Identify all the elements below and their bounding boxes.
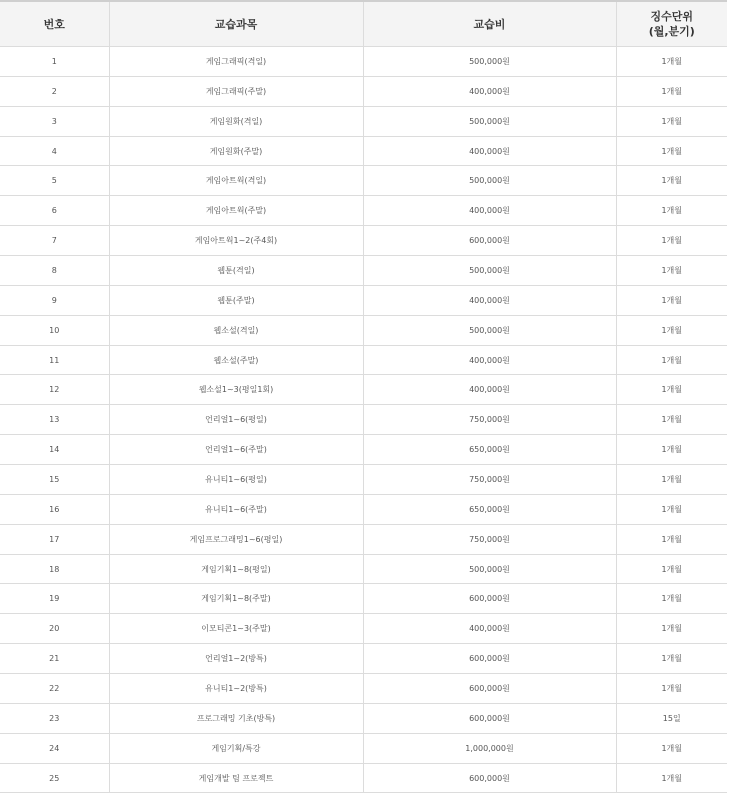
row-course-cell: 프로그래밍 기초(방특) <box>109 703 363 733</box>
row-fee-cell: 500,000원 <box>363 315 616 345</box>
row-fee-cell: 500,000원 <box>363 166 616 196</box>
table-row <box>0 196 727 226</box>
row-unit-cell: 1개월 <box>616 524 727 554</box>
row-course-cell: 언리얼1~2(방특) <box>109 644 363 674</box>
row-number-cell: 21 <box>0 644 109 674</box>
row-unit-cell: 1개월 <box>616 136 727 166</box>
table-row <box>0 465 727 495</box>
row-course-cell: 웹툰(주말) <box>109 285 363 315</box>
row-fee-cell: 400,000원 <box>363 196 616 226</box>
row-number-cell: 4 <box>0 136 109 166</box>
table-row <box>0 405 727 435</box>
row-number-cell: 17 <box>0 524 109 554</box>
row-fee-cell: 500,000원 <box>363 106 616 136</box>
row-course-cell: 언리얼1~6(평일) <box>109 405 363 435</box>
row-fee-cell: 600,000원 <box>363 226 616 256</box>
row-course-cell: 이모티콘1~3(주말) <box>109 614 363 644</box>
row-number-cell: 16 <box>0 494 109 524</box>
row-course-cell: 웹소설1~3(평일1회) <box>109 375 363 405</box>
row-fee-cell: 500,000원 <box>363 47 616 77</box>
row-unit-cell: 15일 <box>616 703 727 733</box>
row-fee-cell: 750,000원 <box>363 405 616 435</box>
row-course-cell: 유니티1~6(평일) <box>109 465 363 495</box>
row-fee-cell: 650,000원 <box>363 494 616 524</box>
row-number-cell: 23 <box>0 703 109 733</box>
row-fee-cell: 750,000원 <box>363 524 616 554</box>
row-fee-cell: 400,000원 <box>363 345 616 375</box>
table-row <box>0 674 727 704</box>
row-number-cell: 19 <box>0 584 109 614</box>
row-number-cell: 22 <box>0 674 109 704</box>
table-row <box>0 614 727 644</box>
row-number-cell: 18 <box>0 554 109 584</box>
row-unit-cell: 1개월 <box>616 674 727 704</box>
row-number-cell: 12 <box>0 375 109 405</box>
table-body <box>0 47 727 793</box>
row-number-cell: 2 <box>0 76 109 106</box>
row-unit-cell: 1개월 <box>616 196 727 226</box>
table-row <box>0 375 727 405</box>
header-number: 번호 <box>0 1 109 47</box>
row-course-cell: 게임그래픽(격일) <box>109 47 363 77</box>
row-fee-cell: 750,000원 <box>363 465 616 495</box>
row-number-cell: 25 <box>0 763 109 793</box>
row-number-cell: 13 <box>0 405 109 435</box>
row-fee-cell: 400,000원 <box>363 136 616 166</box>
row-number-cell: 6 <box>0 196 109 226</box>
row-course-cell: 유니티1~6(주말) <box>109 494 363 524</box>
row-course-cell: 언리얼1~6(주말) <box>109 435 363 465</box>
row-fee-cell: 600,000원 <box>363 644 616 674</box>
row-number-cell: 9 <box>0 285 109 315</box>
row-unit-cell: 1개월 <box>616 435 727 465</box>
header-course: 교습과목 <box>109 1 363 47</box>
row-unit-cell: 1개월 <box>616 47 727 77</box>
table-row <box>0 226 727 256</box>
row-number-cell: 1 <box>0 47 109 77</box>
row-number-cell: 5 <box>0 166 109 196</box>
row-course-cell: 웹툰(격일) <box>109 256 363 286</box>
table-row <box>0 584 727 614</box>
row-fee-cell: 650,000원 <box>363 435 616 465</box>
table-row <box>0 106 727 136</box>
row-unit-cell: 1개월 <box>616 494 727 524</box>
row-fee-cell: 1,000,000원 <box>363 733 616 763</box>
row-number-cell: 11 <box>0 345 109 375</box>
row-course-cell: 게임기획1~8(주말) <box>109 584 363 614</box>
table-row <box>0 136 727 166</box>
row-unit-cell: 1개월 <box>616 285 727 315</box>
row-unit-cell: 1개월 <box>616 375 727 405</box>
header-collection-unit-line2: (월,분기) <box>648 25 695 38</box>
row-unit-cell: 1개월 <box>616 614 727 644</box>
table-row <box>0 315 727 345</box>
table-row <box>0 285 727 315</box>
row-unit-cell: 1개월 <box>616 644 727 674</box>
row-course-cell: 게임원화(격일) <box>109 106 363 136</box>
row-unit-cell: 1개월 <box>616 256 727 286</box>
row-course-cell: 게임원화(주말) <box>109 136 363 166</box>
row-unit-cell: 1개월 <box>616 733 727 763</box>
row-course-cell: 웹소설(주말) <box>109 345 363 375</box>
table-row <box>0 554 727 584</box>
row-course-cell: 게임기획/특강 <box>109 733 363 763</box>
row-number-cell: 20 <box>0 614 109 644</box>
row-course-cell: 웹소설(격일) <box>109 315 363 345</box>
header-collection-unit-line1: 징수단위 <box>650 10 693 23</box>
row-fee-cell: 600,000원 <box>363 703 616 733</box>
table-row <box>0 47 727 77</box>
row-unit-cell: 1개월 <box>616 76 727 106</box>
row-number-cell: 8 <box>0 256 109 286</box>
row-unit-cell: 1개월 <box>616 405 727 435</box>
table-row <box>0 345 727 375</box>
row-fee-cell: 600,000원 <box>363 584 616 614</box>
table-row <box>0 524 727 554</box>
row-unit-cell: 1개월 <box>616 554 727 584</box>
row-course-cell: 게임개발 팀 프로젝트 <box>109 763 363 793</box>
table-row <box>0 644 727 674</box>
row-course-cell: 게임아트웍1~2(주4회) <box>109 226 363 256</box>
table-row <box>0 703 727 733</box>
row-unit-cell: 1개월 <box>616 465 727 495</box>
header-collection-unit <box>616 1 727 47</box>
row-fee-cell: 400,000원 <box>363 285 616 315</box>
row-course-cell: 게임아트웍(격일) <box>109 166 363 196</box>
row-unit-cell: 1개월 <box>616 226 727 256</box>
row-fee-cell: 400,000원 <box>363 76 616 106</box>
row-course-cell: 게임그래픽(주말) <box>109 76 363 106</box>
row-fee-cell: 600,000원 <box>363 763 616 793</box>
row-number-cell: 24 <box>0 733 109 763</box>
table-row <box>0 76 727 106</box>
row-fee-cell: 600,000원 <box>363 674 616 704</box>
table-row <box>0 435 727 465</box>
header-fee: 교습비 <box>363 1 616 47</box>
row-fee-cell: 500,000원 <box>363 256 616 286</box>
row-fee-cell: 400,000원 <box>363 375 616 405</box>
row-course-cell: 유니티1~2(방특) <box>109 674 363 704</box>
table-row <box>0 166 727 196</box>
row-unit-cell: 1개월 <box>616 166 727 196</box>
row-fee-cell: 500,000원 <box>363 554 616 584</box>
table-row <box>0 256 727 286</box>
row-number-cell: 14 <box>0 435 109 465</box>
row-course-cell: 게임기획1~8(평일) <box>109 554 363 584</box>
row-number-cell: 15 <box>0 465 109 495</box>
row-unit-cell: 1개월 <box>616 584 727 614</box>
row-unit-cell: 1개월 <box>616 106 727 136</box>
table-header-row <box>0 1 727 47</box>
row-number-cell: 3 <box>0 106 109 136</box>
table-row <box>0 733 727 763</box>
row-course-cell: 게임아트웍(주말) <box>109 196 363 226</box>
table-row <box>0 494 727 524</box>
row-unit-cell: 1개월 <box>616 345 727 375</box>
row-unit-cell: 1개월 <box>616 315 727 345</box>
table-row <box>0 763 727 793</box>
row-number-cell: 7 <box>0 226 109 256</box>
row-unit-cell: 1개월 <box>616 763 727 793</box>
row-course-cell: 게임프로그래밍1~6(평일) <box>109 524 363 554</box>
row-number-cell: 10 <box>0 315 109 345</box>
row-fee-cell: 400,000원 <box>363 614 616 644</box>
